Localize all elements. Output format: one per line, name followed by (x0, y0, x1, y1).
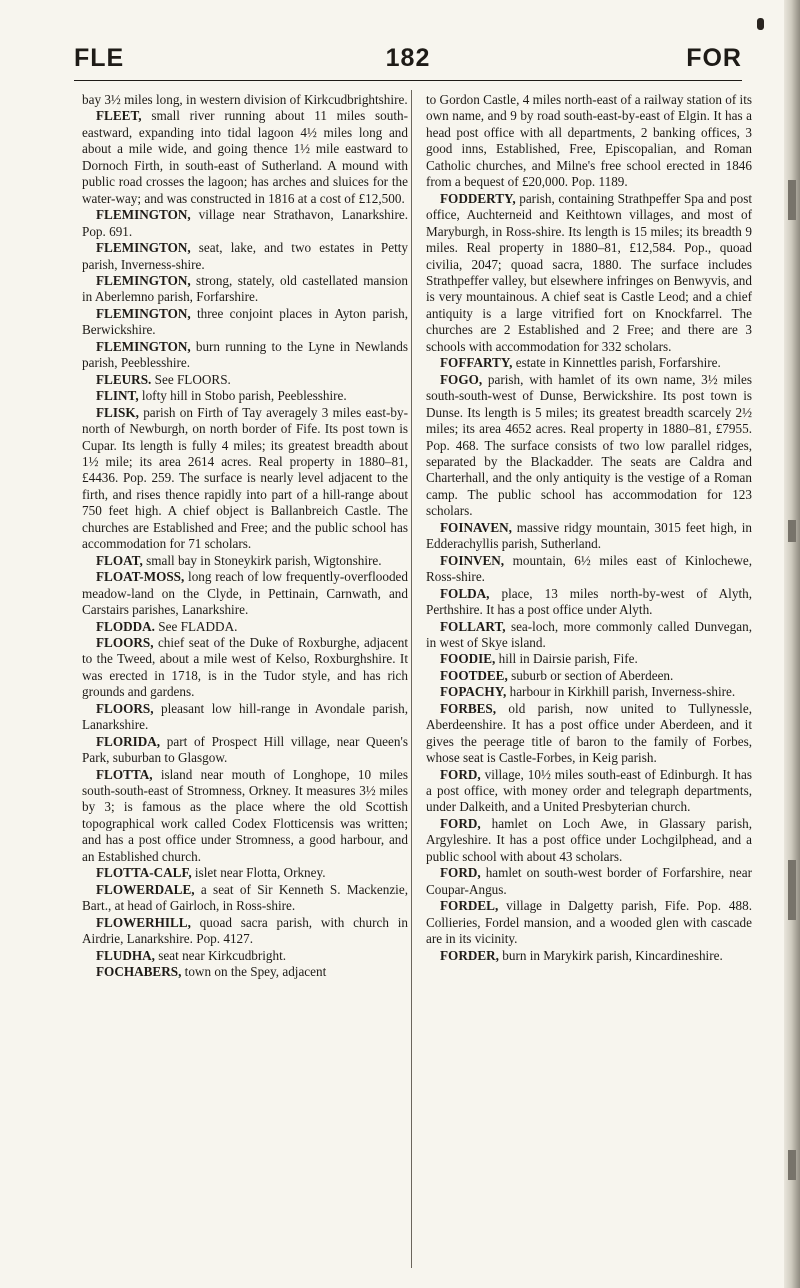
gazetteer-entry (426, 816, 752, 865)
gazetteer-entry (426, 355, 752, 371)
entry-headword: FOLDA, (440, 585, 490, 601)
entry-headword: FLEMINGTON, (96, 240, 191, 256)
gazetteer-entry (426, 586, 752, 619)
entry-text: seat near Kirkcudbright. (154, 947, 287, 963)
entry-headword: FLOORS, (96, 634, 154, 650)
entry-headword: FOINVEN, (440, 552, 505, 568)
gazetteer-entry (82, 207, 408, 240)
gazetteer-entry (82, 92, 408, 108)
header-right-guide-word: FOR (686, 44, 742, 72)
gazetteer-entry (82, 273, 408, 306)
entry-text: town on the Spey, adjacent (181, 964, 327, 980)
entry-text: estate in Kinnettles parish, Forfarshire. (512, 355, 721, 371)
entry-text: lofty hill in Stobo parish, Peeblesshire. (138, 388, 347, 404)
header-left-guide-word: FLE (74, 44, 125, 72)
entry-headword: FODDERTY, (440, 190, 516, 206)
gazetteer-entry (426, 865, 752, 898)
gazetteer-entry (82, 339, 408, 372)
gazetteer-entry (82, 964, 408, 980)
entry-headword: FORD, (440, 815, 481, 831)
entry-headword: FLOWERHILL, (96, 914, 191, 930)
gazetteer-entry (82, 306, 408, 339)
gazetteer-entry (82, 948, 408, 964)
entry-text: three conjoint places in Ayton parish, Berwickshire. (82, 305, 408, 338)
gazetteer-entry (426, 520, 752, 553)
gazetteer-entry (82, 865, 408, 881)
entry-headword: FLOTTA, (96, 766, 153, 782)
entry-text: harbour in Kirkhill parish, Inverness-shire. (506, 684, 736, 700)
entry-headword: FORDER, (440, 947, 499, 963)
entry-headword: FLEMINGTON, (96, 305, 191, 321)
entry-text: mountain, 6½ miles east of Kinlochewe, Ross-shire. (426, 552, 752, 585)
entry-headword: FLEURS. (96, 371, 152, 387)
entry-headword: FOLLART, (440, 618, 506, 634)
entry-text: village near Strathavon, Lanarkshire. Pop. 691. (82, 207, 408, 239)
entry-text: seat, lake, and two estates in Petty parish, Inverness-shire. (82, 240, 408, 272)
gazetteer-entry (426, 684, 752, 700)
gazetteer-entry (426, 651, 752, 667)
entry-text: islet near Flotta, Orkney. (191, 865, 326, 881)
entry-headword: FORBES, (440, 700, 497, 716)
entry-headword: FOCHABERS, (96, 964, 182, 980)
entry-headword: FORDEL, (440, 898, 499, 914)
gazetteer-entry (82, 882, 408, 915)
page-number: 182 (385, 44, 431, 72)
entry-text: old parish, now united to Tullynessle, Aberdeenshire. It has a post office under Aberdeen, and it gives the peerage title of baron to the family of Forbes, whose seat is Castle-Forbes, in Keig parish. (426, 700, 752, 766)
entry-text: parish, containing Strathpeffer Spa and post office, Auchterneid and Keithtown villages, and most of Maryburgh, in Ross-shire. Its length is 15 miles; its breadth 9 miles. Real property in 1880–81, £12,584. Pop., quoad civilia, 2047; quoad sacra, 1880. The surface includes Strathpeffer valley, but elsewhere infringes on Benwyvis, and is very mountainous. A chief seat is Castle Leod; and a chief antiquity is a large vitrified fort on Knockfarrel. The churches are 2 Established and 2 Free; and there are 3 schools with accommodation for 332 scholars. (426, 190, 752, 354)
entry-headword: FOGO, (440, 371, 483, 387)
entry-text: long reach of low frequently-overflooded meadow-land on the Clyde, in Pettinain, Carnwath, and Carstairs parishes, Lanarkshire. (82, 569, 408, 618)
entry-headword: FLISK, (96, 404, 139, 420)
entry-text: hill in Dairsie parish, Fife. (495, 651, 638, 667)
entry-text: bay 3½ miles long, in western division of Kirkcudbrightshire. (82, 92, 408, 107)
entry-headword: FLEMINGTON, (96, 338, 191, 354)
entry-headword: FLINT, (96, 388, 139, 404)
entry-headword: FORD, (440, 766, 481, 782)
entry-text: small bay in Stoneykirk parish, Wigtonshire. (142, 552, 382, 568)
entry-text: parish on Firth of Tay averagely 3 miles east-by-north of Newburgh, on north border of Fife. Its post town is Cupar. Its length is fully 4 miles; its greatest breadth about 1½ mile; its area 2614 acres. Real property in 1880–81, £4436. Pop. 259. The surface is nearly level adjacent to the firth, and rises thence rapidly into part of a hill-range about 750 feet high. A chief object is Ballanbreich Castle. The churches are Established and Free; and the public school has accommodation for 71 scholars. (82, 404, 408, 552)
gazetteer-entry (82, 108, 408, 207)
entry-headword: FOINAVEN, (440, 519, 512, 535)
entry-text: part of Prospect Hill village, near Queen's Park, suburban to Glasgow. (82, 733, 408, 766)
entry-headword: FLOORS, (96, 700, 154, 716)
entry-text: burn in Marykirk parish, Kincardineshire. (498, 947, 723, 963)
entry-headword: FOFFARTY, (440, 355, 513, 371)
entry-text: small river running about 11 miles south-eastward, expanding into tidal lagoon 4½ miles long and about a mile wide, and going thence 1½ mile eastward to Dornoch Firth, in south-east of Sutherland. A mound with public road crosses the lagoon; has arches and sluices for the water-way; and was constructed in 1816 at a cost of £12,500. (82, 108, 408, 206)
header-rule (74, 80, 742, 81)
gazetteer-entry (426, 553, 752, 586)
entry-headword: FOODIE, (440, 651, 496, 667)
entry-text: pleasant low hill-range in Avondale parish, Lanarkshire. (82, 700, 408, 733)
entry-headword: FLOTTA-CALF, (96, 865, 192, 881)
entry-text: to Gordon Castle, 4 miles north-east of a railway station of its own name, and 9 by road south-east-by-east of Elgin. It has a head post office with all departments, 2 banking offices, 3 good inns, Established, Free, Episcopalian, and Roman Catholic churches, and Milne's free school erected in 1846 from a bequest of £20,000. Pop. 1189. (426, 92, 752, 190)
entry-text: See FLOORS. (151, 371, 231, 387)
entry-headword: FLODDA. (96, 618, 155, 634)
entry-headword: FLOAT, (96, 552, 143, 568)
gazetteer-entry (82, 405, 408, 553)
entry-text: hamlet on south-west border of Forfarshire, near Coupar-Angus. (426, 865, 752, 897)
gazetteer-entry (82, 734, 408, 767)
entry-headword: FLEET, (96, 108, 142, 124)
entry-headword: FOOTDEE, (440, 667, 508, 683)
entry-text: sea-loch, more commonly called Dunvegan, in west of Skye island. (426, 618, 752, 650)
gazetteer-entry (82, 553, 408, 569)
entry-headword: FLEMINGTON, (96, 272, 191, 288)
entry-text: island near mouth of Longhope, 10 miles south-south-east of Stromness, Orkney. It measures 3½ miles by 3; is famous as the place where the old Scottish topographical work called Codex Flotticensis was written; and has a post office under Stromness, a good harbour, and an Established church. (82, 766, 408, 864)
entry-text: massive ridgy mountain, 3015 feet high, in Edderachyllis parish, Sutherland. (426, 519, 752, 552)
entry-text: chief seat of the Duke of Roxburghe, adjacent to the Tweed, about a mile west of Kelso, Roxburghshire. It was erected in 1718, is in the Tudor style, and has rich grounds and gardens. (82, 634, 408, 700)
gazetteer-entry (426, 619, 752, 652)
gazetteer-entry (426, 668, 752, 684)
left-column (82, 92, 408, 980)
gazetteer-entry (426, 948, 752, 964)
gazetteer-entry (426, 767, 752, 816)
entry-text: a seat of Sir Kenneth S. Mackenzie, Bart., at head of Gairloch, in Ross-shire. (82, 881, 408, 914)
gazetteer-entry (426, 92, 752, 191)
entry-headword: FLOWERDALE, (96, 881, 195, 897)
running-header (74, 44, 742, 78)
entry-text: parish, with hamlet of its own name, 3½ miles south-south-west of Dunse, Berwickshire. Its post town is Dunse. Its length is 5 miles; its greatest breadth scarcely 2½ miles; its area 4652 acres. Real property in 1880–81, £7955. Pop. 468. The surface consists of two low parallel ridges, separated by the Blackadder. The seats are Caldra and Charterhall, and the only antiquity is the vestige of a Roman camp. The public school has accommodation for 123 scholars. (426, 371, 752, 519)
gazetteer-entry (82, 701, 408, 734)
entry-headword: FLUDHA, (96, 947, 155, 963)
entry-text: hamlet on Loch Awe, in Glassary parish, Argyleshire. It has a post office under Lochgilphead, and a public school with about 43 scholars. (426, 815, 752, 864)
entry-text: See FLADDA. (154, 618, 238, 634)
entry-headword: FLEMINGTON, (96, 207, 191, 223)
entry-text: quoad sacra parish, with church in Airdrie, Lanarkshire. Pop. 4127. (82, 914, 408, 947)
gazetteer-entry (82, 635, 408, 701)
entry-text: village in Dalgetty parish, Fife. Pop. 488. Collieries, Fordel mansion, and a wooded glen with cascade are in its vicinity. (426, 898, 752, 947)
entry-text: place, 13 miles north-by-west of Alyth, Perthshire. It has a post office under Alyth. (426, 585, 752, 618)
gazetteer-entry (426, 898, 752, 947)
entry-headword: FLOAT-MOSS, (96, 569, 185, 585)
gazetteer-entry (426, 191, 752, 356)
scan-edge (784, 0, 800, 1288)
gazetteer-entry (82, 240, 408, 273)
entry-headword: FLORIDA, (96, 733, 161, 749)
gazetteer-entry (82, 372, 408, 388)
entry-text: burn running to the Lyne in Newlands parish, Peeblesshire. (82, 338, 408, 371)
entry-headword: FOPACHY, (440, 684, 507, 700)
entry-text: village, 10½ miles south-east of Edinburgh. It has a post office, with money order and telegraph departments, under Dalkeith, and a United Presbyterian church. (426, 766, 752, 815)
scan-mark (757, 18, 764, 30)
gazetteer-entry (426, 701, 752, 767)
entry-headword: FORD, (440, 865, 481, 881)
entry-text: suburb or section of Aberdeen. (507, 667, 674, 683)
column-divider (411, 90, 412, 1268)
entry-text: strong, stately, old castellated mansion in Aberlemno parish, Forfarshire. (82, 272, 408, 305)
right-column (426, 92, 752, 964)
gazetteer-entry (82, 915, 408, 948)
gazetteer-entry (82, 767, 408, 866)
gazetteer-entry (82, 569, 408, 618)
gazetteer-entry (82, 388, 408, 404)
gazetteer-entry (426, 372, 752, 520)
gazetteer-entry (82, 619, 408, 635)
